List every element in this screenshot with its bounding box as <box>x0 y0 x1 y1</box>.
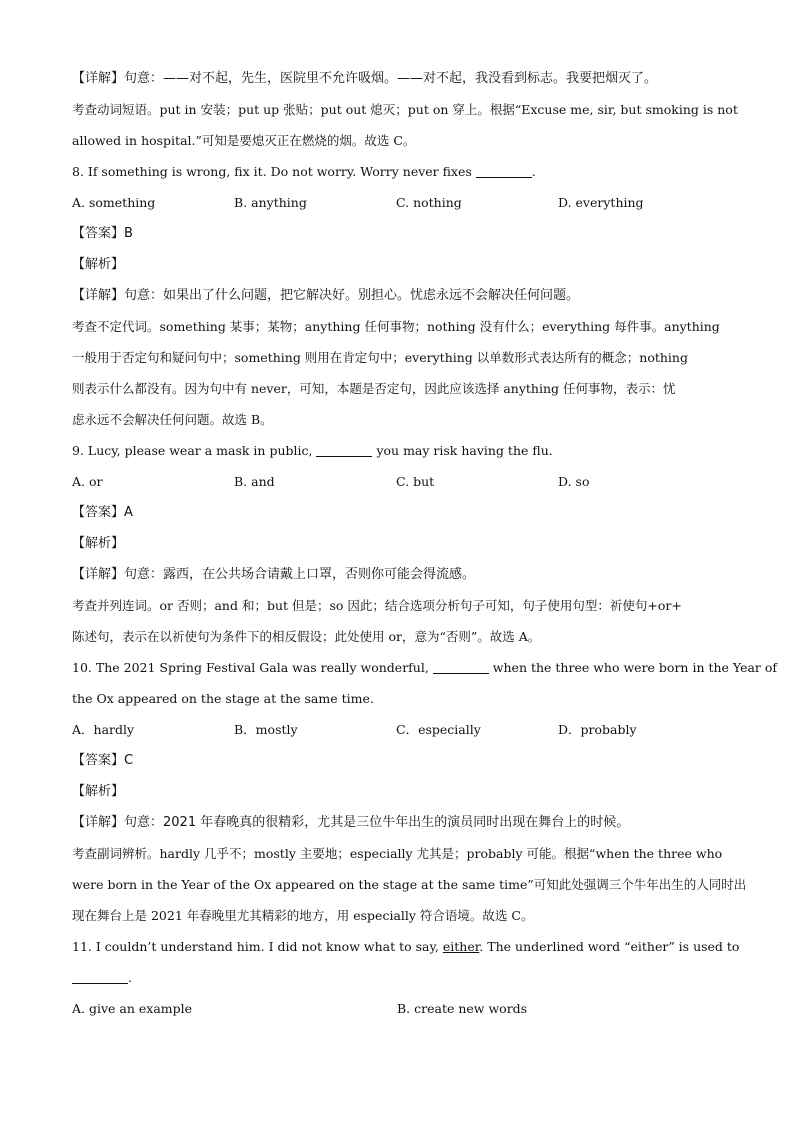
q9-options <box>72 466 722 497</box>
answer-value: B <box>124 226 133 241</box>
q10-options <box>72 714 722 745</box>
detail-tag: 【详解】 <box>72 71 125 86</box>
answer-tag: 【答案】 <box>72 505 125 520</box>
q11-stem <box>72 931 740 962</box>
answer-blank <box>316 444 372 457</box>
q8-answer <box>72 218 722 249</box>
q8-stem <box>72 156 722 187</box>
q10-stem <box>72 652 778 683</box>
stem-text: when the three who were born in the Year of <box>492 660 778 675</box>
option-b: B. and <box>234 474 275 489</box>
q10-analysis-line: 考查副词辨析。hardly 几乎不；mostly 主要地；especially 尤其是；probably 可能。根据“when the three who <box>72 846 723 861</box>
answer-tag: 【答案】 <box>72 753 125 768</box>
q9-analysis-line: 陈述句，表示在以祈使句为条件下的相反假设；此处使用 or，意为“否则”。故选 A。 <box>72 629 541 644</box>
stem-text: 8. If something is wrong, fix it. Do not worry. Worry never fixes <box>72 164 472 179</box>
stem-text: you may risk having the flu. <box>376 443 553 458</box>
stem-text: . <box>531 164 536 179</box>
q9-detail <box>72 559 722 590</box>
detail-text: 句意：——对不起，先生，医院里不允许吸烟。——对不起，我没看到标志。我要把烟灭了。 <box>124 71 658 86</box>
q10-stem-line2: the Ox appeared on the stage at the same time. <box>72 691 374 706</box>
q7-detail <box>72 63 722 94</box>
q11-stem-line2 <box>72 962 722 993</box>
option-c: C. nothing <box>396 195 462 210</box>
option-a: A. something <box>72 195 156 210</box>
option-a: A. or <box>72 474 103 489</box>
detail-text: 句意：2021 年春晚真的很精彩，尤其是三位牛年出生的演员同时出现在舞台上的时候。 <box>124 815 630 830</box>
answer-value: A <box>124 505 133 520</box>
answer-blank <box>476 165 532 178</box>
q10-analysis-line: 现在舞台上是 2021 年春晚里尤其精彩的地方，用 especially 符合语境。故选 C。 <box>72 908 534 923</box>
option-b: B. anything <box>234 195 307 210</box>
answer-blank <box>72 971 128 984</box>
q9-answer <box>72 497 722 528</box>
detail-tag: 【详解】 <box>72 567 125 582</box>
q8-analysis-line: 则表示什么都没有。因为句中有 never，可知，本题是否定句，因此应该选择 anything 任何事物，表示：忧 <box>72 381 676 396</box>
q9-analysis-line: 考查并列连词。or 否则；and 和；but 但是；so 因此；结合选项分析句子可知，句子使用句型：祈使句+or+ <box>72 598 682 613</box>
option-a: A．hardly <box>72 722 135 737</box>
q10-detail <box>72 807 722 838</box>
underlined-word: either <box>442 939 480 954</box>
detail-tag: 【详解】 <box>72 288 125 303</box>
q10-analysis-tag: 【解析】 <box>72 784 125 799</box>
option-d: D．probably <box>558 722 637 737</box>
stem-text: 10. The 2021 Spring Festival Gala was really wonderful, <box>72 660 429 675</box>
stem-text: 11. I couldn’t understand him. I did not know what to say, <box>72 939 439 954</box>
option-c: C. but <box>396 474 435 489</box>
detail-text: 句意：如果出了什么问题，把它解决好。别担心。忧虑永远不会解决任何问题。 <box>124 288 580 303</box>
detail-tag: 【详解】 <box>72 815 125 830</box>
option-b: B. create new words <box>397 1001 528 1016</box>
option-b: B．mostly <box>234 722 298 737</box>
stem-text: . The underlined word “either” is used to <box>479 939 740 954</box>
detail-text: 句意：露西，在公共场合请戴上口罩，否则你可能会得流感。 <box>124 567 476 582</box>
option-a: A. give an example <box>72 1001 193 1016</box>
answer-value: C <box>124 753 134 768</box>
stem-text: . <box>128 970 132 985</box>
q8-options <box>72 187 722 218</box>
q11-options <box>72 993 722 1024</box>
q8-analysis-line: 一般用于否定句和疑问句中；something 则用在肯定句中；everything 以单数形式表达所有的概念；nothing <box>72 350 688 365</box>
q9-stem <box>72 435 722 466</box>
answer-tag: 【答案】 <box>72 226 125 241</box>
option-d: D. so <box>558 474 590 489</box>
q7-analysis-line: allowed in hospital.”可知是要熄灭正在燃烧的烟。故选 C。 <box>72 133 416 148</box>
q8-analysis-tag: 【解析】 <box>72 257 125 272</box>
q8-detail <box>72 280 722 311</box>
option-c: C．especially <box>396 722 481 737</box>
q9-analysis-tag: 【解析】 <box>72 536 125 551</box>
q7-analysis-line: 考查动词短语。put in 安装；put up 张贴；put out 熄灭；put on 穿上。根据“Excuse me, sir, but smoking is not <box>72 102 738 117</box>
q10-answer <box>72 745 722 776</box>
q10-analysis-line: were born in the Year of the Ox appeared on the stage at the same time”可知此处强调三个牛年出生的人同时出 <box>72 877 747 892</box>
document-page <box>72 63 778 1024</box>
stem-text: 9. Lucy, please wear a mask in public, <box>72 443 313 458</box>
q8-analysis-line: 考查不定代词。something 某事；某物；anything 任何事物；nothing 没有什么；everything 每件事。anything <box>72 319 720 334</box>
answer-blank <box>433 661 489 674</box>
option-d: D. everything <box>558 195 644 210</box>
q8-analysis-line: 虑永远不会解决任何问题。故选 B。 <box>72 412 273 427</box>
